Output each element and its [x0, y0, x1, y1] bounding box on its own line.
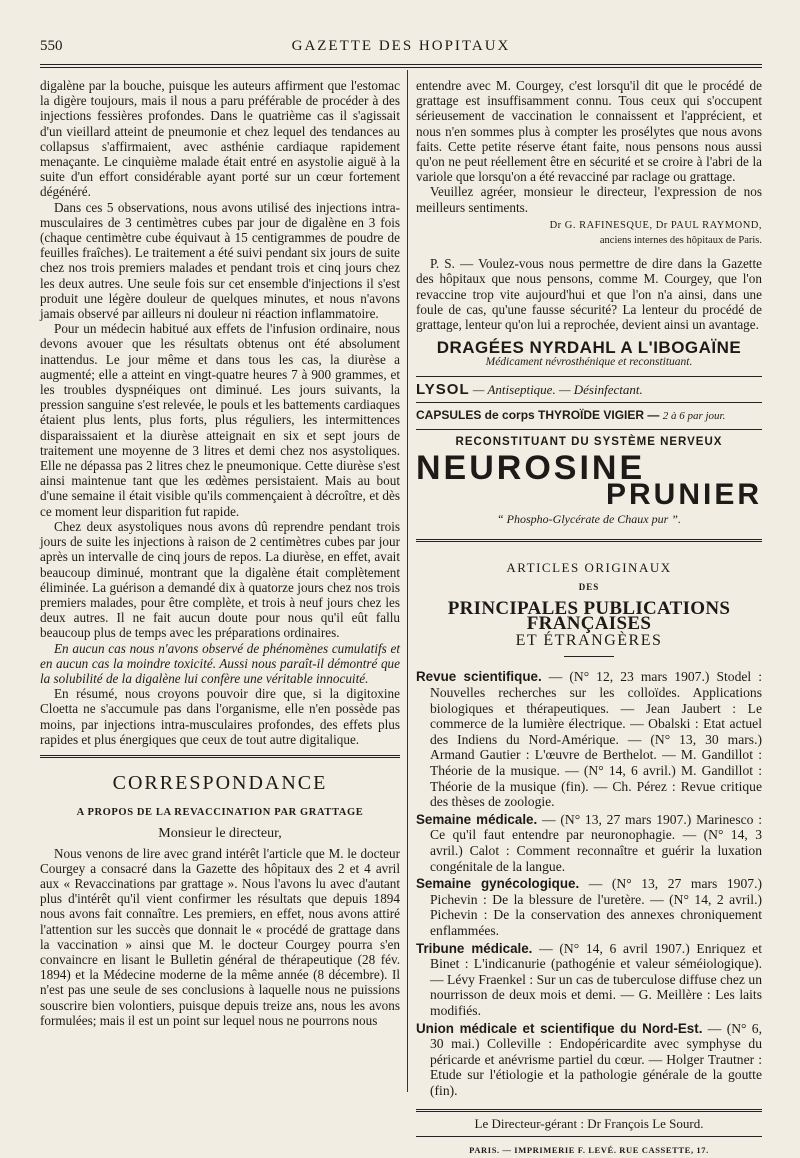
ad-capsules-subtitle: 2 à 6 par jour.	[662, 409, 726, 422]
ad-rule	[416, 429, 762, 430]
paragraph: Dans ces 5 observations, nous avons utilisé des injections intra-musculaires de 3 centimètres cubes par jour de digalène en 3 fois (chaque centimètre cube équivaut à 15 centigrammes de poudre de feuilles fraîches). Le traitement a été suivi pendant six jours de suite chez nos trois premiers malades et pendant trois et cinq jours chez les deux autres. Une seule fois sur cet ensemble d'injections il s'est produit une légère douleur de quelques minutes, et nous n'avons jamais observé par ailleurs ni douleur ni réaction inflammatoire.	[40, 199, 400, 322]
review-entry	[416, 669, 762, 809]
review-entry	[416, 941, 762, 1019]
header-rule	[40, 64, 762, 65]
review-entry	[416, 1021, 762, 1099]
review-text: — (N° 14, 6 avril 1907.) Enriquez et Binet : L'indicanurie (pathogénie et valeur séméiologique). — Lévy Fraenkel : Sur un cas de tuberculose diffuse chez un nourrisson de deux mois et demi. — G. Meillère : Les laits modifiés.	[430, 940, 762, 1018]
journal-title: GAZETTE DES HOPITAUX	[291, 38, 511, 54]
ad-capsules-title: CAPSULES de corps THYROÏDE VIGIER —	[416, 407, 660, 422]
ad-neurosine: NEUROSINE	[416, 449, 646, 488]
section-divider	[416, 539, 762, 542]
review-title: Semaine gynécologique.	[416, 876, 580, 892]
paragraph: entendre avec M. Courgey, c'est lorsqu'il dit que le procédé de grattage est insuffisamment connu. Tous ceux qui s'occupent sérieusement de vaccination le connaissent et l'apprécient, et nous n'en sommes plus à compter les prosélytes que nous avons faits. Cette petite réserve étant faite, nous pensons nous aussi qu'on ne peut réellement être en sécurité et se croire à l'abri de la variole que lorsqu'on a été revacciné par raclage ou grattage.	[416, 78, 762, 185]
ad-reconstituant: RECONSTITUANT DU SYSTÈME NERVEUX	[455, 436, 723, 449]
review-title: Semaine médicale.	[416, 811, 538, 827]
articles-heading-3: PRINCIPALES PUBLICATIONS FRANÇAISES	[447, 597, 731, 635]
ad-phospho: “ Phospho-Glycérate de Chaux pur ”.	[497, 512, 681, 527]
paragraph: En résumé, nous croyons pouvoir dire que, si la digitoxine Cloetta ne s'accumule pas dans l'organisme, elle n'en possède pas moins, par injections intra-musculaires profondes, des effets plus rapides et plus énergiques que ceux de tout autre digitalique.	[40, 686, 400, 747]
ad-dragees	[416, 340, 762, 370]
paragraph: Veuillez agréer, monsieur le directeur, l'expression de nos meilleurs sentiments.	[416, 184, 762, 215]
articles-heading-1: ARTICLES ORIGINAUX	[506, 560, 672, 576]
review-title: Revue scientifique.	[416, 669, 542, 685]
review-entry	[416, 812, 762, 874]
footer-rule-2	[416, 1136, 762, 1137]
postscript: P. S. — Voulez-vous nous permettre de dire dans la Gazette des hôpitaux que nous pensons, comme M. Courgey, que l'on revaccine trop vite aujourd'hui et que l'on n'a ainsi, dans une foule de cas, qu'une fausse sécurité? La lenteur du procédé de grattage, lenteur qu'on lui a reprochée, devient ainsi un avantage.	[416, 256, 762, 333]
ad-capsules	[416, 408, 762, 424]
section-divider	[40, 755, 400, 758]
paragraph: Pour un médecin habitué aux effets de l'infusion ordinaire, nous devons avouer que les résultats obtenus ont été absolument inattendus. Le jour même et dans tous les cas, la diurèse a augmenté; elle a atteint en vingt-quatre heures 7 à 900 grammes, et les troubles dyspnéiques ont diminué. Les jours suivants, la pression sanguine s'est relevée, le pouls et les battements cardiaques étaient plus lents, plus forts, plus réguliers, les intermittences disparaissaient et la diurèse atteignait en six et sept jours de traitement une moyenne de 3 litres et demi chez nos asystoliques. Elle ne dépassa pas 2 litres chez le pneumonique. Cette diurèse s'est ainsi maintenue tant que les œdèmes persistaient. Mais au bout d'une semaine il était visible qu'ils commençaient à décroître, et dès ce moment leur disparition fut rapide.	[40, 321, 400, 519]
column-divider	[407, 70, 408, 1092]
ad-prunier: PRUNIER	[605, 478, 762, 512]
review-text: — (N° 6, 30 mai.) Colleville : Endopéricardite avec symphyse du péricarde et anévrisme partiel du cœur. — Holger Trautner : Etude sur l'étiologie et la pathologie générale de la goutte (fin).	[430, 1020, 762, 1098]
review-text: — (N° 13, 27 mars 1907.) Pichevin : De la blessure de l'uretère. — (N° 14, 2 avril.) Pichevin : De la conservation des annexes chroniquement enflammées.	[430, 876, 762, 938]
salutation: Monsieur le directeur,	[158, 826, 282, 842]
review-title: Union médicale et scientifique du Nord-Est.	[416, 1020, 703, 1036]
paragraph: Nous venons de lire avec grand intérêt l'article que M. le docteur Courgey a consacré dans la Gazette des hôpitaux des 2 et 4 avril aux « Revaccinations par grattage ». Nous l'avons lu avec d'autant plus d'intérêt qu'il vient confirmer les résultats que depuis 1894 nous avons fait connaître. Les premiers, en effet, nous avons attiré l'attention sur les succès que donnait le « procédé de grattage dans la vaccination » ainsi que M. le docteur Courgey pourra s'en convaincre en lisant le Bulletin général de thérapeutique (28 fév. 1894) et la Médecine moderne de la même année (8 décembre). Il n'est pas une seule de ses conclusions à laquelle nous ne puissions souscrire bien volontiers, puisque depuis treize ans, nous les avons formulées; mais il est un point sur lequel nous ne pourrons nous	[40, 845, 400, 1028]
ad-rule	[416, 402, 762, 403]
page-number: 550	[40, 38, 63, 54]
ad-dragees-title: DRAGÉES NYRDAHL A L'IBOGAÏNE	[436, 338, 742, 358]
ad-lysol	[416, 382, 762, 397]
paragraph: Chez deux asystoliques nous avons dû reprendre pendant trois jours de suite les injections à raison de 2 centimètres cubes par jour après un intervalle de cinq jours de repos. La diurèse, en effet, avait beaucoup diminué, montrant que la digalène était complètement éliminée. La guérison a demandé dix à quatorze jours chez nos trois premiers malades, pour être complète, et trois à neuf jours chez les deux autres. Il ne fait aucun doute pour nous qu'il eût fallu beaucoup plus de temps avec les préparations ordinaires.	[40, 518, 400, 641]
ad-lysol-title: LYSOL	[416, 380, 470, 398]
page-header	[40, 38, 762, 60]
paragraph: digalène par la bouche, puisque les auteurs affirment que l'estomac la digère toujours, mais il nous a paru préférable de procéder à des injections fessières profondes. Dans le quatrième cas il s'agissait d'un vieillard atteint de pneumonie et chez lequel des tendances au collapsus s'affirmaient, avec asthénie cardiaque rapidement menaçante. Le cinquième malade était entré en asystolie aiguë à la suite d'un effort considérable ayant porté sur un cœur fortement dégénéré.	[40, 78, 400, 200]
review-entry	[416, 876, 762, 938]
paragraph: En aucun cas nous n'avons observé de phénomènes cumulatifs et en aucun cas la moindre toxicité. Aussi nous paraît-il démontré que la solubilité de la digalène lui confère une véritable innocuité.	[40, 640, 400, 686]
short-rule	[564, 656, 614, 657]
header-rule-2	[40, 67, 762, 68]
articles-heading-4: ET ÉTRANGÈRES	[515, 632, 663, 650]
left-column	[40, 78, 400, 1028]
right-column	[416, 78, 762, 1158]
articles-heading-2: DES	[578, 581, 600, 592]
ad-dragees-subtitle: Médicament névrosthénique et reconstituant.	[485, 356, 693, 369]
article-subhead: A PROPOS DE LA REVACCINATION PAR GRATTAGE	[76, 807, 364, 819]
section-title: CORRESPONDANCE	[112, 771, 328, 794]
ad-lysol-subtitle: — Antiseptique. — Désinfectant.	[472, 381, 643, 397]
signature: Dr G. RAFINESQUE, Dr PAUL RAYMOND,	[549, 219, 762, 231]
footer-printer: PARIS. — IMPRIMERIE F. LEVÉ. RUE CASSETTE, 17.	[469, 1144, 709, 1155]
footer-director: Le Directeur-gérant : Dr François Le Sourd.	[474, 1115, 704, 1131]
signature-title: anciens internes des hôpitaux de Paris.	[599, 235, 762, 247]
review-title: Tribune médicale.	[416, 940, 533, 956]
ad-rule	[416, 376, 762, 377]
review-text: — (N° 12, 23 mars 1907.) Stodel : Nouvelles recherches sur les colloïdes. Applications biologiques et thérapeutiques. — Jean Jaubert : Le commerce de la lumière électrique. — Obalski : Etat actuel des Indiens du Nord-Amérique. — (N° 13, 30 mars.) Armand Gautier : L'œuvre de Berthelot. — M. Gandillot : Théorie de la musique. — (N° 14, 6 avril.) M. Gandillot : Théorie de la musique (fin). — Ch. Pérez : Revue critique des thèses de zoologie.	[430, 669, 763, 810]
review-text: — (N° 13, 27 mars 1907.) Marinesco : Ce qu'il faut entendre par neuronophagie. — (N° 14, 3 avril.) Calot : Comment reconnaître et guérir la luxation congénitale de la langue.	[430, 811, 762, 874]
footer-rule	[416, 1109, 762, 1112]
